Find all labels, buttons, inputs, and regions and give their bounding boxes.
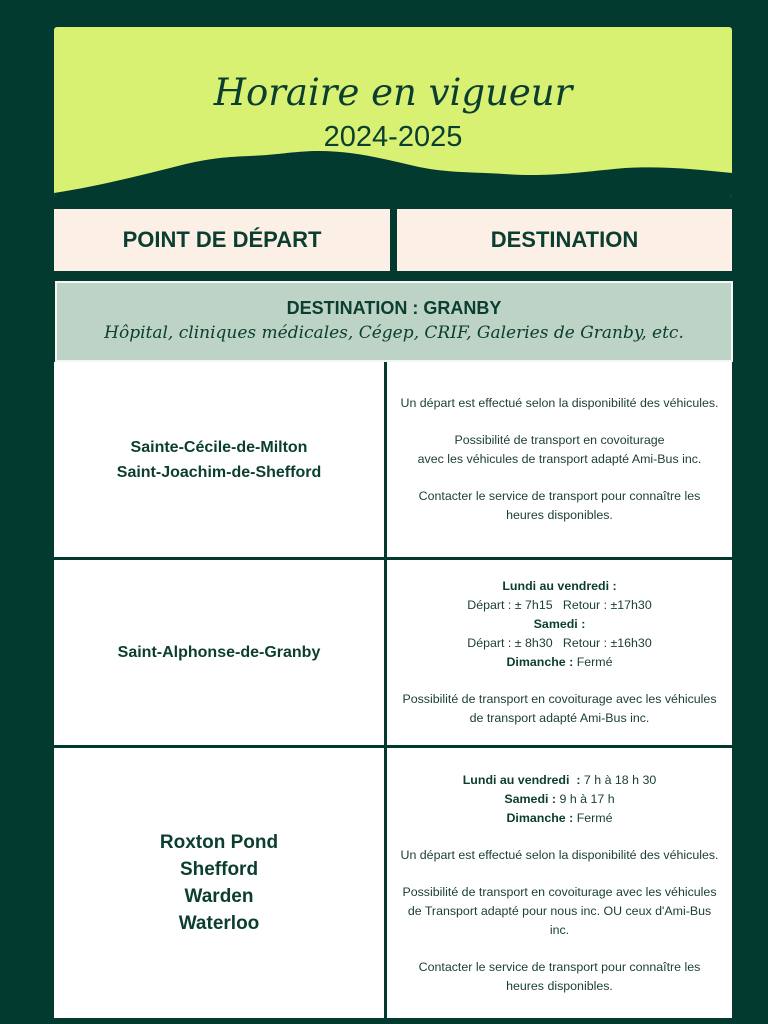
destination-subtitle: Hôpital, cliniques médicales, Cégep, CRIF, Galeries de Granby, etc. [104, 323, 684, 343]
info-text: Contacter le service de transport pour connaître les heures disponibles. [418, 489, 701, 522]
weekday-value: 7 h à 18 h 30 [583, 772, 657, 787]
weekday-times: Départ : ± 7h15 Retour : ±17h30 [467, 598, 652, 612]
column-header-destination: DESTINATION [397, 209, 732, 271]
info-text: Un départ est effectué selon la disponibilité des véhicules. [400, 847, 719, 862]
saturday-times: Départ : ± 8h30 Retour : ±16h30 [467, 636, 652, 650]
origin-name: Roxton Pond [159, 832, 279, 853]
sunday-value: Fermé [576, 810, 613, 825]
table-row [54, 362, 732, 557]
origin-name: Saint-Alphonse-de-Granby [117, 644, 321, 661]
table-row [54, 560, 732, 745]
sunday-label: Dimanche : [506, 810, 574, 825]
origin-name: Saint-Joachim-de-Shefford [116, 463, 322, 481]
info-text: Possibilité de transport en covoiturage [454, 433, 665, 447]
saturday-label: Samedi : [504, 791, 557, 806]
saturday-label: Samedi : [533, 617, 586, 631]
origin-name: Sainte-Cécile-de-Milton [130, 438, 308, 456]
destination-title: DESTINATION : GRANBY [286, 298, 502, 318]
destination-info-cell [387, 362, 732, 557]
origin-name: Shefford [179, 859, 259, 880]
header-banner [54, 27, 732, 197]
table-row [54, 748, 732, 1018]
destination-banner [55, 281, 733, 362]
schedule-years: 2024-2025 [323, 121, 463, 153]
schedule-title: Horaire en vigueur [213, 71, 573, 114]
info-text: Contacter le service de transport pour connaître les heures disponibles. [418, 959, 701, 993]
departure-cell [54, 560, 384, 745]
departure-cell [54, 748, 384, 1018]
weekday-label: Lundi au vendredi : [502, 579, 617, 593]
destination-info-cell [387, 748, 732, 1018]
destination-info-cell [387, 560, 732, 745]
info-text: Un départ est effectué selon la disponibilité des véhicules. [400, 396, 719, 410]
info-text: avec les véhicules de transport adapté Ami-Bus inc. [417, 452, 702, 466]
column-header-departure: POINT DE DÉPART [54, 209, 390, 271]
info-text: Possibilité de transport en covoiturage avec les véhicules de transport adapté Ami-Bus inc. [402, 692, 717, 725]
sunday-value: Fermé [576, 655, 613, 669]
origin-name: Warden [184, 886, 254, 907]
weekday-label: Lundi au vendredi : [462, 772, 581, 787]
saturday-value: 9 h à 17 h [559, 791, 615, 806]
departure-cell [54, 362, 384, 557]
info-text: Possibilité de transport en covoiturage avec les véhicules de Transport adapté pour nous inc. OU ceux d'Ami-Bus inc. [402, 884, 717, 937]
origin-name: Waterloo [178, 913, 260, 934]
sunday-label: Dimanche : [506, 655, 574, 669]
